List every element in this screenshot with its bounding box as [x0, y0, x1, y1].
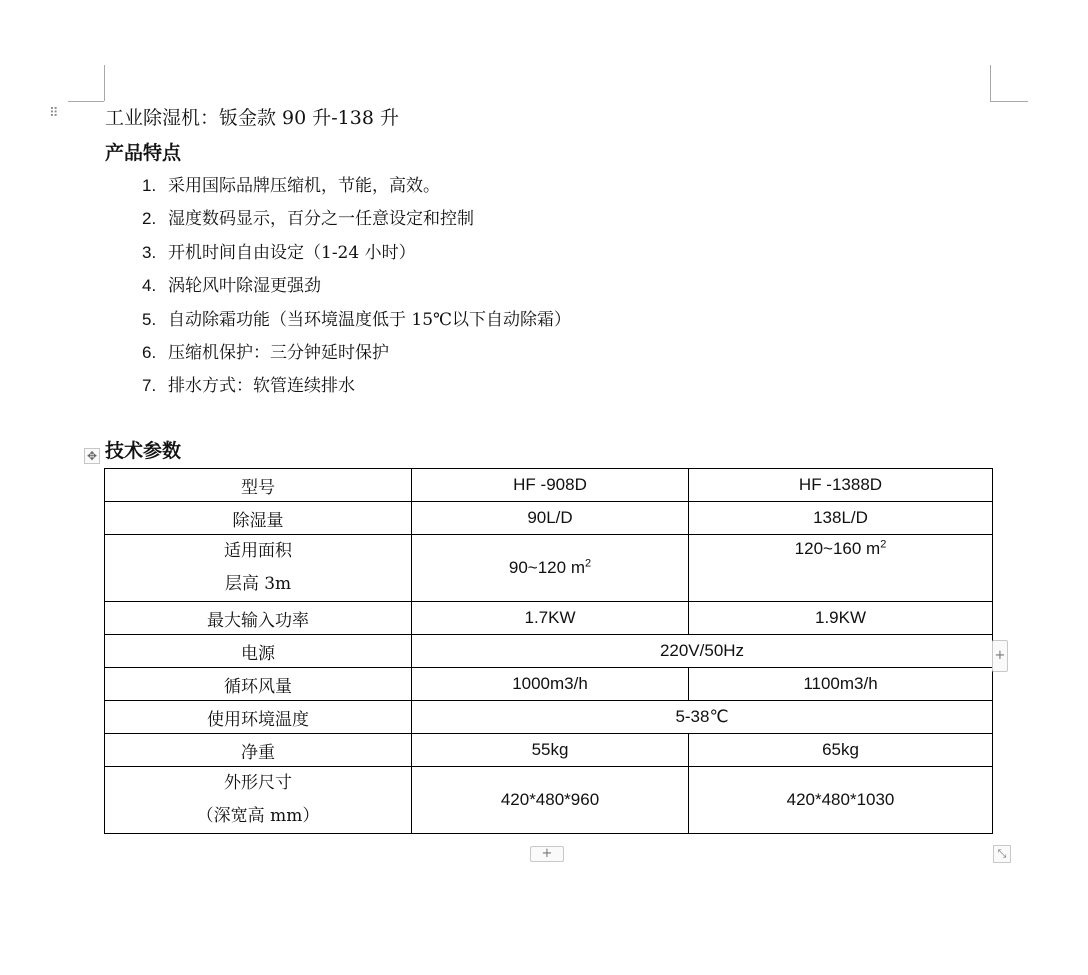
cell-temp-label[interactable]: 使用环境温度 [105, 701, 412, 734]
list-text: 采用国际品牌压缩机，节能，高效。 [168, 176, 440, 196]
cell-supply-label[interactable]: 电源 [105, 635, 412, 668]
list-text: 湿度数码显示，百分之一任意设定和控制 [168, 209, 474, 230]
document-title: 工业除湿机：钣金款 90 升-138 升 [105, 107, 399, 129]
drag-dots-icon[interactable]: ⠿ [49, 106, 60, 121]
list-item [142, 203, 571, 236]
list-text: 开机时间自由设定（1-24 小时） [168, 242, 416, 263]
table-row [105, 767, 993, 834]
table-row [105, 602, 993, 635]
table-row [105, 469, 993, 502]
cell-area-a[interactable] [412, 535, 689, 602]
spec-table [104, 468, 993, 834]
list-number: 5. [142, 309, 157, 329]
cell-power-b[interactable]: 1.9KW [689, 602, 993, 635]
cell-model-b[interactable]: HF -1388D [689, 469, 993, 502]
table-row [105, 734, 993, 767]
add-row-button[interactable]: + [530, 846, 564, 862]
table-row [105, 668, 993, 701]
cell-weight-a[interactable]: 55kg [412, 734, 689, 767]
cell-airflow-a[interactable]: 1000m3/h [412, 668, 689, 701]
cell-area-b[interactable] [689, 535, 993, 602]
list-number: 3. [142, 242, 157, 262]
list-text: 涡轮风叶除湿更强劲 [168, 276, 321, 297]
size-label-line2: （深宽高 mm） [196, 806, 320, 826]
resize-diagonal-icon[interactable]: ⤡ [993, 845, 1011, 863]
list-text: 压缩机保护：三分钟延时保护 [168, 342, 389, 363]
features-list [142, 170, 571, 404]
table-row [105, 701, 993, 734]
cell-model-label[interactable]: 型号 [105, 469, 412, 502]
cell-power-label[interactable]: 最大输入功率 [105, 602, 412, 635]
crop-mark-top-left [104, 65, 105, 101]
cell-size-a[interactable]: 420*480*960 [412, 767, 689, 834]
crop-mark-top-right [990, 65, 991, 101]
cell-size-b[interactable]: 420*480*1030 [689, 767, 993, 834]
list-number: 7. [142, 376, 157, 396]
list-text: 排水方式：软管连续排水 [168, 376, 355, 397]
table-row [105, 635, 993, 668]
list-number: 1. [142, 176, 157, 195]
cell-area-label[interactable] [105, 535, 412, 602]
list-text: 自动除霜功能（当环境温度低于 15℃以下自动除霜） [168, 309, 572, 330]
cell-supply-value[interactable]: 220V/50Hz [412, 635, 993, 668]
list-item [142, 337, 571, 370]
cell-dehum-b[interactable]: 138L/D [689, 502, 993, 535]
size-label-line1: 外形尺寸 [224, 773, 292, 793]
params-heading: 技术参数 [105, 440, 182, 462]
area-b-sup: 2 [880, 538, 887, 551]
cell-dehum-a[interactable]: 90L/D [412, 502, 689, 535]
cell-airflow-b[interactable]: 1100m3/h [689, 668, 993, 701]
list-item [142, 304, 571, 337]
list-item [142, 370, 571, 403]
list-item [142, 170, 571, 203]
cell-model-a[interactable]: HF -908D [412, 469, 689, 502]
area-label-line1: 适用面积 [224, 541, 292, 561]
cell-airflow-label[interactable]: 循环风量 [105, 668, 412, 701]
list-number: 2. [142, 209, 157, 229]
crop-mark-top-right-h [990, 101, 1028, 102]
cell-weight-b[interactable]: 65kg [689, 734, 993, 767]
area-a-sup: 2 [584, 557, 592, 570]
table-row [105, 502, 993, 535]
area-label-line2: 层高 3m [224, 574, 292, 594]
features-heading: 产品特点 [105, 142, 182, 164]
crop-mark-top-left-h [68, 101, 104, 102]
list-number: 6. [142, 342, 157, 362]
area-a-value: 90~120 m [508, 558, 585, 577]
list-item [142, 270, 571, 303]
list-number: 4. [142, 276, 157, 296]
area-b-value: 120~160 m [794, 539, 881, 558]
move-arrows-icon[interactable]: ✥ [84, 448, 100, 464]
cell-weight-label[interactable]: 净重 [105, 734, 412, 767]
table-row [105, 535, 993, 602]
cell-size-label[interactable] [105, 767, 412, 834]
cell-dehum-label[interactable]: 除湿量 [105, 502, 412, 535]
cell-temp-value[interactable]: 5-38℃ [412, 701, 993, 734]
list-item [142, 237, 571, 270]
cell-power-a[interactable]: 1.7KW [412, 602, 689, 635]
add-column-button[interactable]: + [992, 640, 1008, 672]
